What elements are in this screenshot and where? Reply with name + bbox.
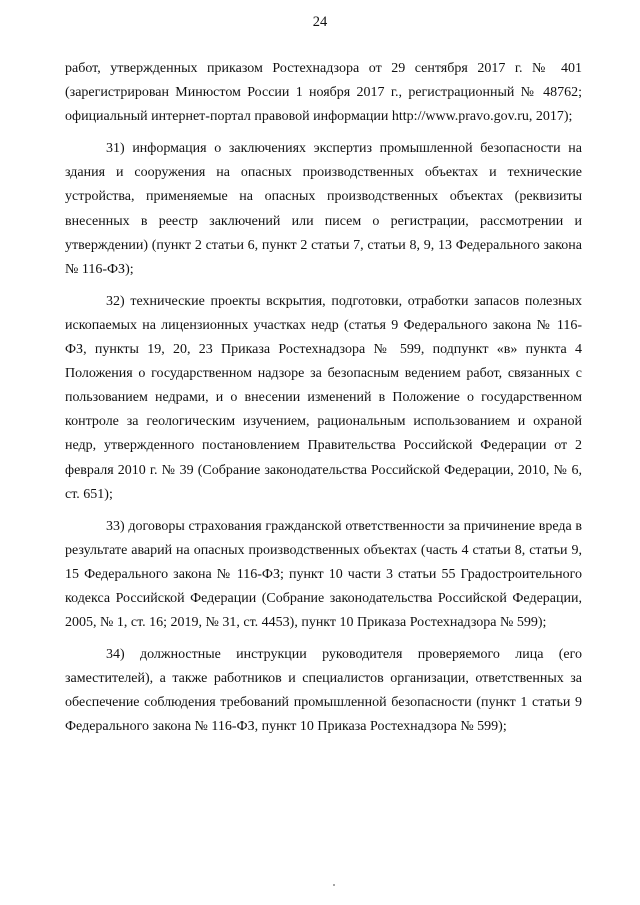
scan-speck	[333, 884, 335, 886]
paragraph-continuation: работ, утвержденных приказом Ростехнадзора от 29 сентября 2017 г. № 401 (зарегистрирован Минюстом России 1 ноября 2017 г., регистрационный № 48762; официальный интернет-портал правовой информации http://www.pravo.gov.ru, 2017);	[65, 61, 582, 125]
paragraph-item-31: 31) информация о заключениях экспертиз промышленной безопасности на здания и сооружения на опасных производственных объектах и технические устройства, применяемые на опасных производственных объектах (реквизиты внесенных в реестр заключений или писем о регистрации, рассмотрении и утверждении) (пункт 2 статьи 6, пункт 2 статьи 7, статьи 8, 9, 13 Федерального закона № 116-ФЗ);	[65, 141, 582, 277]
page-number: 24	[312, 14, 328, 30]
paragraph-item-34: 34) должностные инструкции руководителя проверяемого лица (его заместителей), а также работников и специалистов организации, ответственных за обеспечение соблюдения требований промышленной безопасности (пункт 1 статьи 9 Федерального закона № 116-ФЗ, пункт 10 Приказа Ростехнадзора № 599);	[65, 647, 582, 735]
document-body	[65, 57, 582, 748]
paragraph-item-33: 33) договоры страхования гражданской ответственности за причинение вреда в результате аварий на опасных производственных объектах (часть 4 статьи 8, статьи 9, 15 Федерального закона № 116-ФЗ; пункт 10 части 3 статьи 55 Градостроительного кодекса Российской Федерации (Собрание законодательства Российской Федерации, 2005, № 1, ст. 16; 2019, № 31, ст. 4453), пункт 10 Приказа Ростехнадзора № 599);	[65, 518, 582, 631]
paragraph-item-32: 32) технические проекты вскрытия, подготовки, отработки запасов полезных ископаемых на лицензионных участках недр (статья 9 Федерального закона № 116-ФЗ, пункты 19, 20, 23 Приказа Ростехнадзора № 599, подпункт «в» пункта 4 Положения о государственном надзоре за безопасным ведением работ, связанных с пользованием недрами, и о внесении изменений в Положение о государственном контроле за геологическим изучением, рациональным использованием и охраной недр, утвержденного постановлением Правительства Российской Федерации от 2 февраля 2010 г. № 39 (Собрание законодательства Российской Федерации, 2010, № 6, ст. 651);	[65, 293, 582, 502]
